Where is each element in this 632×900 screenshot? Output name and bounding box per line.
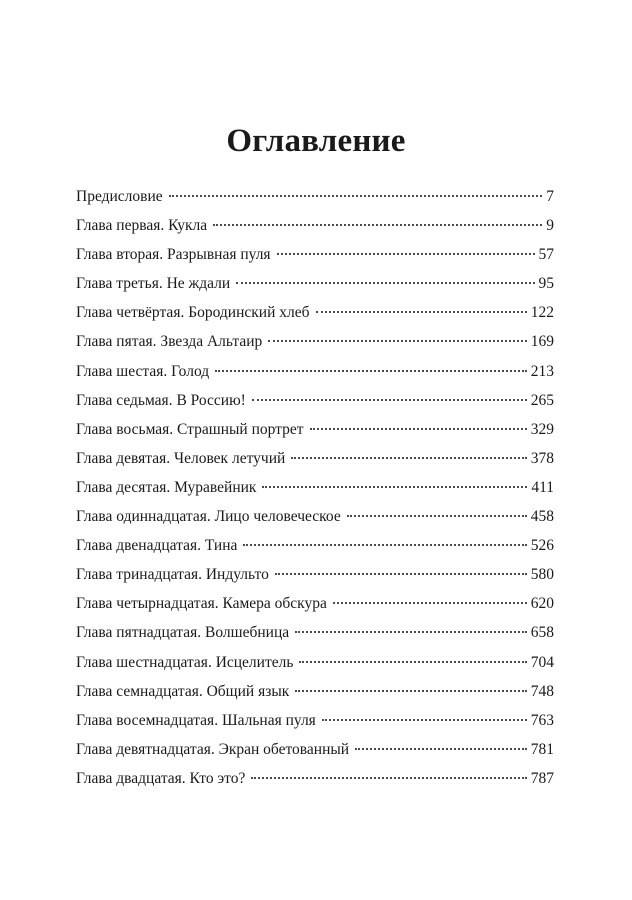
toc-entry-page: 95 (538, 275, 554, 293)
dot-leader (236, 282, 534, 284)
dot-leader (299, 661, 526, 663)
dot-leader (347, 515, 527, 517)
toc-entry (76, 560, 554, 589)
table-of-contents (76, 182, 554, 793)
toc-entry-title: Глава одиннадцатая. Лицо человеческое (76, 508, 341, 526)
toc-entry (76, 386, 554, 415)
toc-entry-title: Глава десятая. Муравейник (76, 478, 257, 496)
toc-entry-title: Глава вторая. Разрывная пуля (76, 246, 271, 264)
dot-leader (268, 340, 526, 342)
page-title: Оглавление (226, 123, 406, 159)
toc-entry (76, 648, 554, 677)
toc-entry-title: Предисловие (76, 188, 163, 205)
toc-entry (76, 240, 554, 269)
toc-entry (76, 531, 554, 560)
toc-entry (76, 415, 554, 444)
toc-entry-title: Глава восьмая. Страшный портрет (76, 420, 304, 438)
toc-entry-title: Глава пятая. Звезда Альтаир (76, 333, 263, 351)
toc-entry-page: 748 (530, 682, 554, 700)
toc-entry-title: Глава шестнадцатая. Исцелитель (76, 653, 294, 671)
toc-entry (76, 444, 554, 473)
dot-leader (295, 631, 527, 633)
toc-entry-page: 658 (530, 624, 554, 642)
toc-entry-title: Глава двенадцатая. Тина (76, 537, 238, 555)
toc-entry-title: Глава первая. Кукла (76, 217, 208, 235)
toc-entry-title: Глава тринадцатая. Индульто (76, 566, 269, 584)
toc-entry-title: Глава четырнадцатая. Камера обскура (76, 595, 327, 613)
dot-leader (275, 573, 527, 575)
toc-entry (76, 327, 554, 356)
toc-entry-title: Глава девятая. Человек летучий (76, 449, 286, 467)
toc-entry (76, 618, 554, 647)
toc-entry-title: Глава восемнадцатая. Шальная пуля (76, 711, 316, 729)
dot-leader (243, 544, 526, 546)
toc-entry-page: 169 (530, 333, 554, 351)
toc-entry-page: 7 (546, 188, 554, 205)
toc-entry-page: 411 (531, 478, 554, 496)
dot-leader (169, 195, 543, 197)
toc-entry (76, 269, 554, 298)
toc-entry-title: Глава седьмая. В Россию! (76, 391, 246, 409)
dot-leader (355, 748, 527, 750)
toc-entry-page: 265 (530, 391, 554, 409)
dot-leader (251, 777, 526, 779)
toc-entry (76, 764, 554, 793)
toc-entry-title: Глава девятнадцатая. Экран обетованный (76, 740, 350, 758)
dot-leader (322, 719, 527, 721)
toc-entry (76, 211, 554, 240)
dot-leader (215, 370, 527, 372)
toc-entry-page: 213 (530, 362, 554, 380)
dot-leader (310, 428, 527, 430)
toc-entry-title: Глава шестая. Голод (76, 362, 210, 380)
toc-entry-page: 9 (546, 217, 554, 235)
toc-entry-page: 526 (530, 537, 554, 555)
toc-entry-page: 458 (530, 508, 554, 526)
toc-entry-title: Глава третья. Не ждали (76, 275, 231, 293)
toc-entry (76, 502, 554, 531)
toc-entry-title: Глава семнадцатая. Общий язык (76, 682, 290, 700)
toc-entry (76, 706, 554, 735)
toc-entry-page: 787 (530, 769, 554, 787)
toc-entry-page: 580 (530, 566, 554, 584)
toc-entry-title: Глава двадцатая. Кто это? (76, 769, 246, 787)
toc-entry (76, 589, 554, 618)
dot-leader (252, 399, 527, 401)
dot-leader (213, 224, 542, 226)
toc-entry-page: 781 (530, 740, 554, 758)
toc-entry-title: Глава пятнадцатая. Волшебница (76, 624, 290, 642)
toc-entry-page: 329 (530, 420, 554, 438)
toc-entry-page: 704 (530, 653, 554, 671)
dot-leader (333, 602, 527, 604)
dot-leader (291, 457, 526, 459)
toc-entry-page: 620 (530, 595, 554, 613)
toc-entry (76, 357, 554, 386)
toc-entry (76, 677, 554, 706)
toc-entry (76, 182, 554, 211)
dot-leader (316, 311, 527, 313)
toc-entry-page: 122 (530, 304, 554, 322)
dot-leader (262, 486, 527, 488)
toc-entry-page: 57 (538, 246, 554, 264)
toc-entry (76, 473, 554, 502)
dot-leader (295, 690, 526, 692)
toc-entry-page: 378 (530, 449, 554, 467)
toc-entry-page: 763 (530, 711, 554, 729)
dot-leader (277, 253, 535, 255)
toc-entry-title: Глава четвёртая. Бородинский хлеб (76, 304, 310, 322)
toc-entry (76, 735, 554, 764)
toc-entry (76, 298, 554, 327)
